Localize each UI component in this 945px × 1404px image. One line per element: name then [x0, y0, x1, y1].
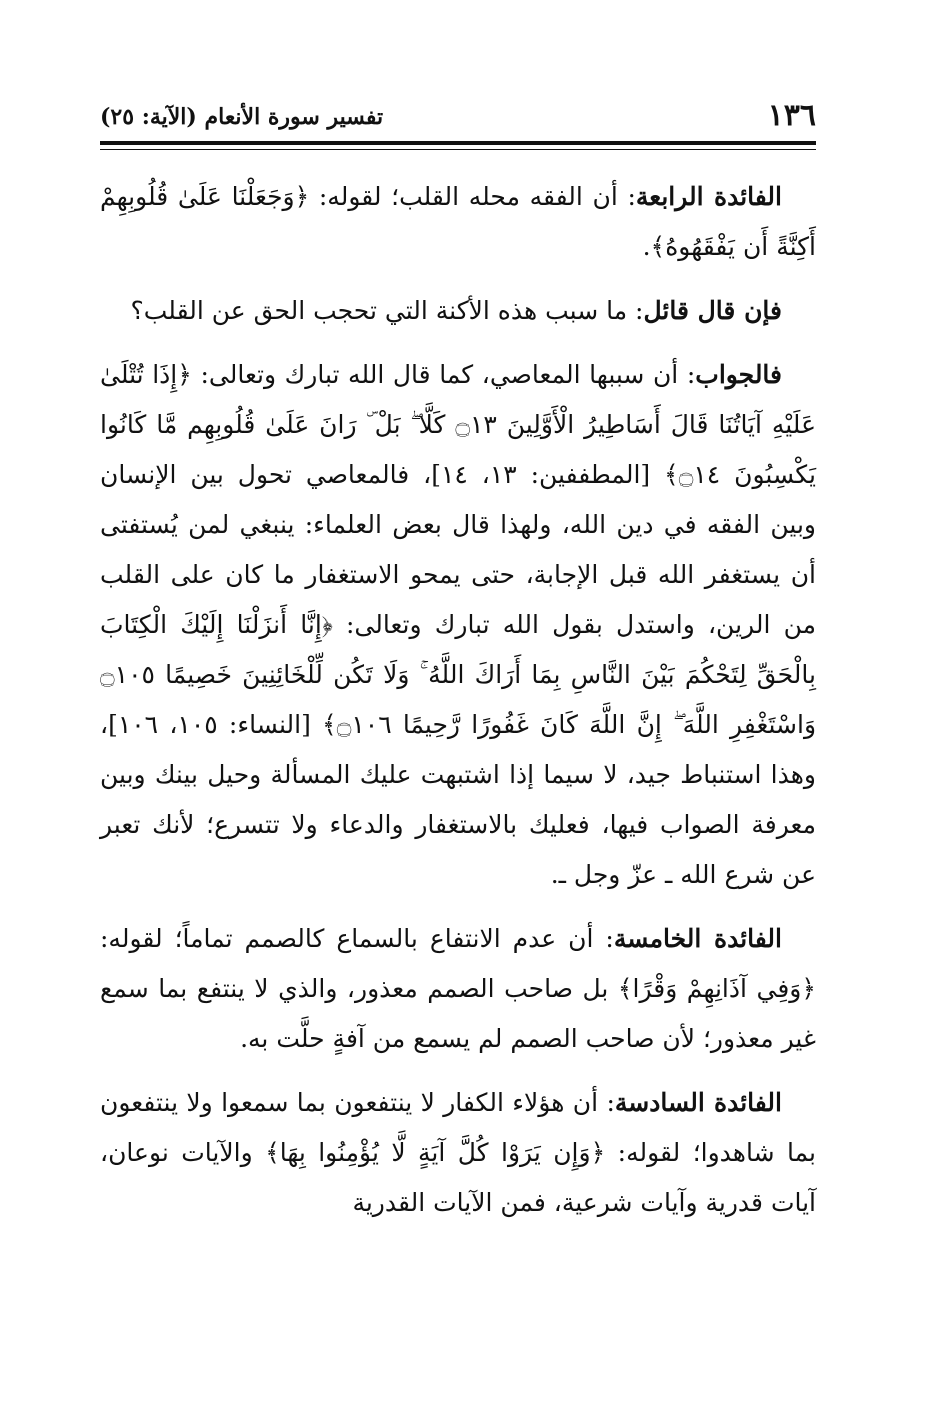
- paragraph-text: : أن عدم الانتفاع بالسماع كالصمم تماماً؛ لقوله: ﴿وَفِي آذَانِهِمْ وَقْرًا﴾ بل صاحب الصمم معذور، والذي لا ينتفع بما سمع غير معذور؛ لأن صاحب الصمم لم يسمع من آفةٍ حلَّت به.: [100, 924, 816, 1053]
- paragraph-sixth-benefit: [100, 1078, 816, 1228]
- paragraph-fourth-benefit: [100, 172, 816, 272]
- body-text: [100, 172, 816, 1242]
- page-number: ١٣٦: [767, 98, 816, 133]
- paragraph-answer: [100, 350, 816, 900]
- paragraph-text: : ما سبب هذه الأكنة التي تحجب الحق عن القلب؟: [130, 296, 644, 325]
- paragraph-lead: الفائدة الخامسة: [613, 924, 782, 953]
- running-title: تفسير سورة الأنعام (الآية: ٢٥): [100, 104, 384, 130]
- header-rule-thick: [100, 141, 816, 145]
- header-rule-thin: [100, 149, 816, 150]
- paragraph-lead: فالجواب: [695, 360, 782, 389]
- paragraph-lead: الفائدة السادسة: [614, 1088, 782, 1117]
- paragraph-text: : أن سببها المعاصي، كما قال الله تبارك وتعالى: ﴿إِذَا تُتْلَىٰ عَلَيْهِ آيَاتُنَا قَالَ أَسَاطِيرُ الْأَوَّلِينَ ۝١٣ كَلَّا ۖ بَلْ ۜ رَانَ عَلَىٰ قُلُوبِهِم مَّا كَانُوا يَكْسِبُونَ ۝١٤﴾ [المطففين: ١٣، ١٤]، فالمعاصي تحول بين الإنسان وبين الفقه في دين الله، ولهذا قال بعض العلماء: ينبغي لمن يُستفتى أن يستغفر الله قبل الإجابة، حتى يمحو الاستغفار ما كان على القلب من الرين، واستدل بقول الله تبارك وتعالى: ﴿إِنَّا أَنزَلْنَا إِلَيْكَ الْكِتَابَ بِالْحَقِّ لِتَحْكُمَ بَيْنَ النَّاسِ بِمَا أَرَاكَ اللَّهُ ۚ وَلَا تَكُن لِّلْخَائِنِينَ خَصِيمًا ۝١٠٥ وَاسْتَغْفِرِ اللَّهَ ۖ إِنَّ اللَّهَ كَانَ غَفُورًا رَّحِيمًا ۝١٠٦﴾ [النساء: ١٠٥، ١٠٦]، وهذا استنباط جيد، لا سيما إذا اشتبهت عليك المسألة وحيل بينك وبين معرفة الصواب فيها، فعليك بالاستغفار والدعاء ولا تتسرع؛ لأنك تعبر عن شرع الله ـ عزّ وجل ـ.: [100, 360, 817, 889]
- paragraph-text: : أن هؤلاء الكفار لا ينتفعون بما سمعوا ولا ينتفعون بما شاهدوا؛ لقوله: ﴿وَإِن يَرَوْا كُلَّ آيَةٍ لَّا يُؤْمِنُوا بِهَا﴾ والآيات نوعان، آيات قدرية وآيات شرعية، فمن الآيات القدرية: [100, 1088, 816, 1217]
- paragraph-lead: فإن قال قائل: [643, 296, 782, 325]
- paragraph-lead: الفائدة الرابعة: [635, 182, 782, 211]
- paragraph-fifth-benefit: [100, 914, 816, 1064]
- page-header: [100, 96, 816, 136]
- paragraph-question: [100, 286, 816, 336]
- paragraph-text: : أن الفقه محله القلب؛ لقوله: ﴿وَجَعَلْنَا عَلَىٰ قُلُوبِهِمْ أَكِنَّةً أَن يَفْقَهُوهُ﴾.: [100, 182, 816, 261]
